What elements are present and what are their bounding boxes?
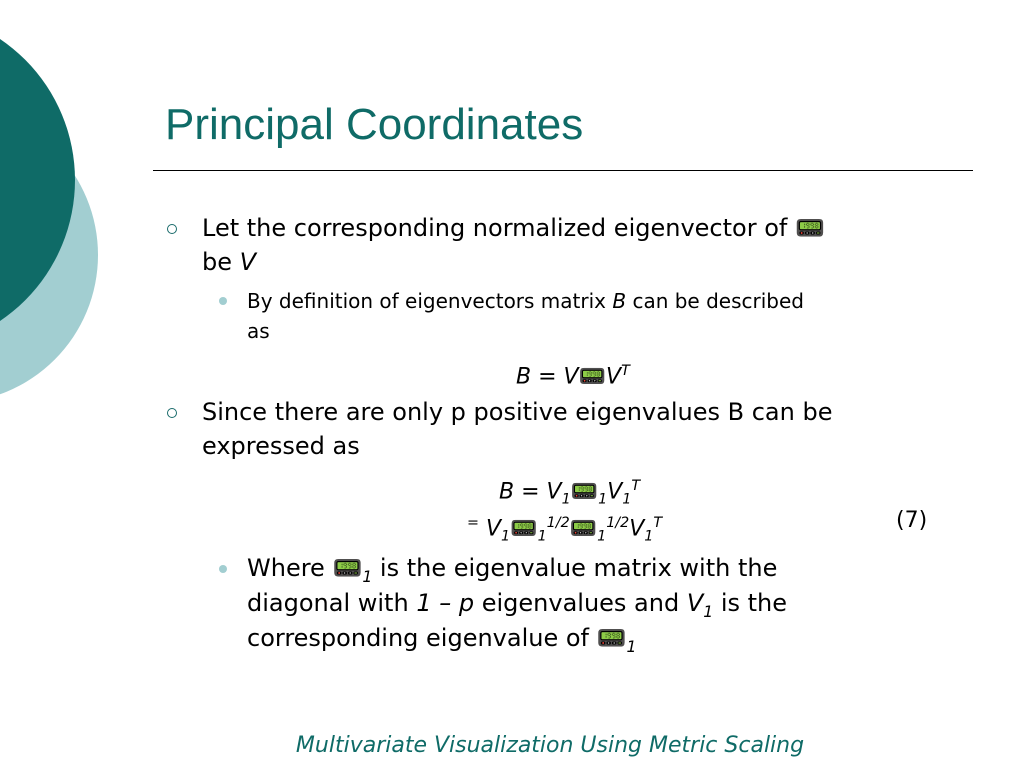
eq-half-power: 1/2 (606, 515, 630, 531)
lambda-glyph-icon: 📟 (794, 214, 825, 242)
decorative-circles (0, 0, 120, 420)
sub-bullet-1-text-b: can be described (632, 289, 804, 313)
bullet-circle-icon (167, 224, 177, 234)
sub-bullet-1-line-2 (247, 316, 270, 346)
sub-bullet-2-range: 1 – p (416, 589, 475, 617)
lambda-glyph-icon: 📟 (596, 624, 627, 652)
bullet-2-text-2: expressed as (202, 432, 360, 460)
eq-sign: = (538, 364, 557, 390)
eq-sub-1: 1 (561, 491, 571, 508)
sub-bullet-2-where: Where (247, 554, 325, 582)
sub-bullet-1-line-1 (247, 286, 804, 316)
slide-title: Principal Coordinates (165, 100, 584, 149)
eq-v: V (485, 516, 502, 542)
title-divider (153, 170, 973, 171)
sub-bullet-2-text-b: diagonal with (247, 589, 409, 617)
var-v: V (239, 248, 257, 276)
eq-sub-1: 1 (537, 528, 547, 545)
lambda-glyph-icon: 📟 (578, 364, 606, 390)
bullet-dot-icon (219, 297, 227, 305)
equation-tag: (7) (896, 508, 928, 533)
eq-sub-1: 1 (362, 567, 373, 586)
eq-transpose: T (653, 515, 663, 531)
bullet-1-line-1 (202, 211, 825, 245)
equation-b-sqrt-form (467, 509, 662, 551)
eq-v: V (563, 364, 579, 390)
lambda-glyph-icon: 📟 (332, 554, 363, 582)
sub-bullet-1-as: as (247, 319, 270, 343)
eq-v: V (629, 516, 645, 542)
eq-transpose: T (631, 478, 641, 494)
eq-sub-1: 1 (501, 528, 511, 545)
eq-sub-1: 1 (703, 602, 714, 621)
bullet-dot-icon (219, 565, 227, 573)
eq-sub-1: 1 (622, 491, 632, 508)
sub-bullet-2-text-d: is the (720, 589, 788, 617)
eq-v: V (607, 479, 623, 505)
eq-transpose: T (621, 363, 630, 379)
eq-b: B (499, 479, 515, 505)
equation-b-decomposition (516, 357, 630, 391)
eq-sign: = (521, 479, 540, 505)
eq-sub-1: 1 (598, 491, 608, 508)
lambda-glyph-icon: 📟 (569, 516, 598, 542)
bullet-1-text: Let the corresponding normalized eigenvector of (202, 214, 788, 242)
eq-v: V (606, 364, 622, 390)
eq-sign: = (467, 515, 479, 531)
bullet-1-be: be (202, 248, 232, 276)
bullet-circle-icon (167, 408, 177, 418)
eq-sub-1: 1 (597, 528, 607, 545)
eq-half-power: 1/2 (546, 515, 570, 531)
sub-bullet-2-line-3 (247, 621, 636, 664)
slide-footer: Multivariate Visualization Using Metric Scaling (295, 733, 805, 758)
eq-sub-1: 1 (626, 637, 637, 656)
lambda-glyph-icon: 📟 (570, 479, 599, 505)
bullet-2-line-2 (202, 429, 360, 463)
eq-v: V (546, 479, 562, 505)
eq-b: B (516, 364, 532, 390)
sub-bullet-2-text-e: corresponding eigenvalue of (247, 624, 589, 652)
lambda-glyph-icon: 📟 (510, 516, 538, 542)
sub-bullet-2-text-c: eigenvalues and (481, 589, 680, 617)
bullet-2-line-1 (202, 395, 832, 429)
bullet-2-text: Since there are only p positive eigenvalues B can be (202, 398, 833, 426)
var-b: B (612, 289, 627, 313)
bullet-1-line-2 (202, 245, 256, 279)
sub-bullet-2-text-a: is the eigenvalue matrix with the (379, 554, 778, 582)
equation-b-reduced (499, 472, 640, 514)
sub-bullet-1-text-a: By definition of eigenvectors matrix (247, 289, 606, 313)
eq-sub-1: 1 (644, 528, 654, 545)
var-v: V (686, 589, 704, 617)
